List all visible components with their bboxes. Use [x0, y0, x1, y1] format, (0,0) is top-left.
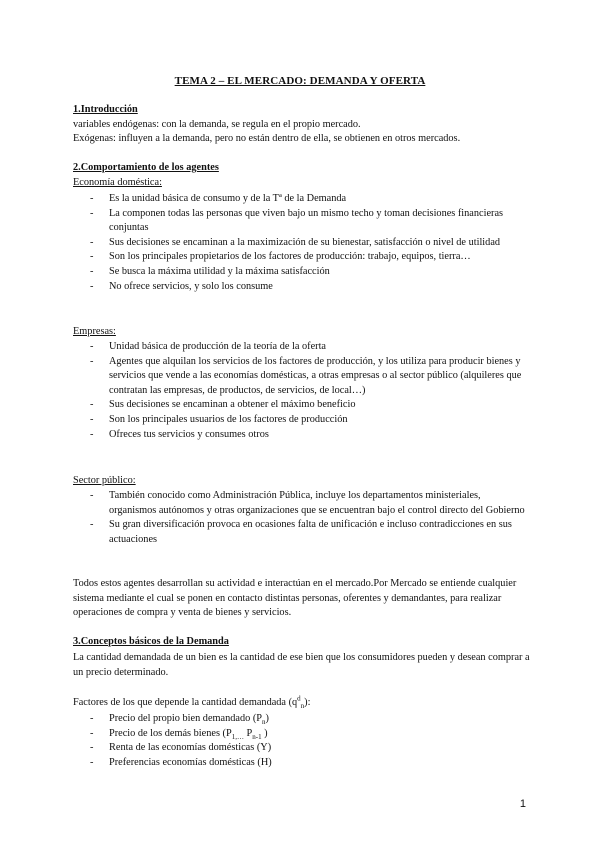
list-item: - Sus decisiones se encaminan a la maximización de su bienestar, satisfacción o nivel de utilidad [73, 236, 528, 251]
list-item: - Renta de las economías domésticas (Y) [73, 741, 528, 756]
factors-list [73, 712, 528, 770]
list-item: - También conocido como Administración Pública, incluye los departamentos ministeriales, organismos autónomos y otras organizaciones que se encuentran bajo el control directo del Gobierno [73, 489, 528, 518]
list-item: - Precio del propio bien demandado $(P_n)$ [73, 712, 528, 727]
subheading-economia-domestica: Economía doméstica: [73, 177, 162, 188]
list-item: - Unidad básica de producción de la teoría de la oferta [73, 340, 528, 355]
section-heading-agentes: 2.Comportamiento de los agentes [73, 162, 219, 173]
list-item: - Ofreces tus servicios y consumes otros [73, 428, 528, 443]
list-item: - Sus decisiones se encaminan a obtener el máximo beneficio [73, 398, 528, 413]
agentes-summary-paragraph: Todos estos agentes desarrollan su actividad e interactúan en el mercado.Por Mercado se entiende cualquier sistema mediante el cual se ponen en contacto distintas personas, oferentes y demandantes, para realizar operaciones de compra y venta de bienes y servicios. [73, 578, 517, 619]
intro-line-endogenas: variables endógenas: con la demanda, se regula en el propio mercado. [73, 119, 361, 130]
list-item: - Se busca la máxima utilidad y la máxima satisfacción [73, 265, 528, 280]
list-item: - Son los principales usuarios de los factores de producción [73, 413, 528, 428]
subheading-empresas: Empresas: [73, 326, 116, 337]
list-item: - Preferencias economías domésticas (H) [73, 756, 528, 771]
demanda-definition: La cantidad demandada de un bien es la cantidad de ese bien que los consumidores pueden y desean comprar a un precio determinado. [73, 652, 530, 678]
economia-domestica-list [73, 192, 528, 294]
list-item: - No ofrece servicios, y solo los consume [73, 280, 528, 295]
intro-line-exogenas: Exógenas: influyen a la demanda, pero no están dentro de ella, se obtienen en otros mercados. [73, 133, 461, 144]
sector-publico-list [73, 489, 528, 547]
page-number: 1 [519, 798, 526, 810]
section-heading-demanda: 3.Conceptos básicos de la Demanda [73, 636, 229, 647]
factors-intro: Factores de los que depende la cantidad demandada $(q^d_n)$: [73, 694, 311, 711]
list-item: - Precio de los demás bienes ($P_{1,\dots}$ $P_{n-1}$ ) [73, 727, 528, 742]
section-heading-introduccion: 1.Introducción [73, 104, 138, 115]
subheading-sector-publico: Sector público: [73, 475, 136, 486]
document-title: TEMA 2 – EL MERCADO: DEMANDA Y OFERTA [174, 75, 426, 87]
list-item: - La componen todas las personas que viven bajo un mismo techo y toman decisiones financieras conjuntas [73, 207, 528, 236]
list-item: - Es la unidad básica de consumo y de la Tª de la Demanda [73, 192, 528, 207]
empresas-list [73, 340, 528, 442]
list-item: - Agentes que alquilan los servicios de los factores de producción, y los utiliza para producir bienes y servicios que vende a las economías domésticas, a otras empresas o al sector público (alquileres que contratan las empresas, de productos, de servicios, de local…) [73, 355, 528, 399]
list-item: - Son los principales propietarios de los factores de producción: trabajo, equipos, tierra… [73, 250, 528, 265]
list-item: - Su gran diversificación provoca en ocasiones falta de unificación e incluso contradicciones en sus actuaciones [73, 518, 528, 547]
